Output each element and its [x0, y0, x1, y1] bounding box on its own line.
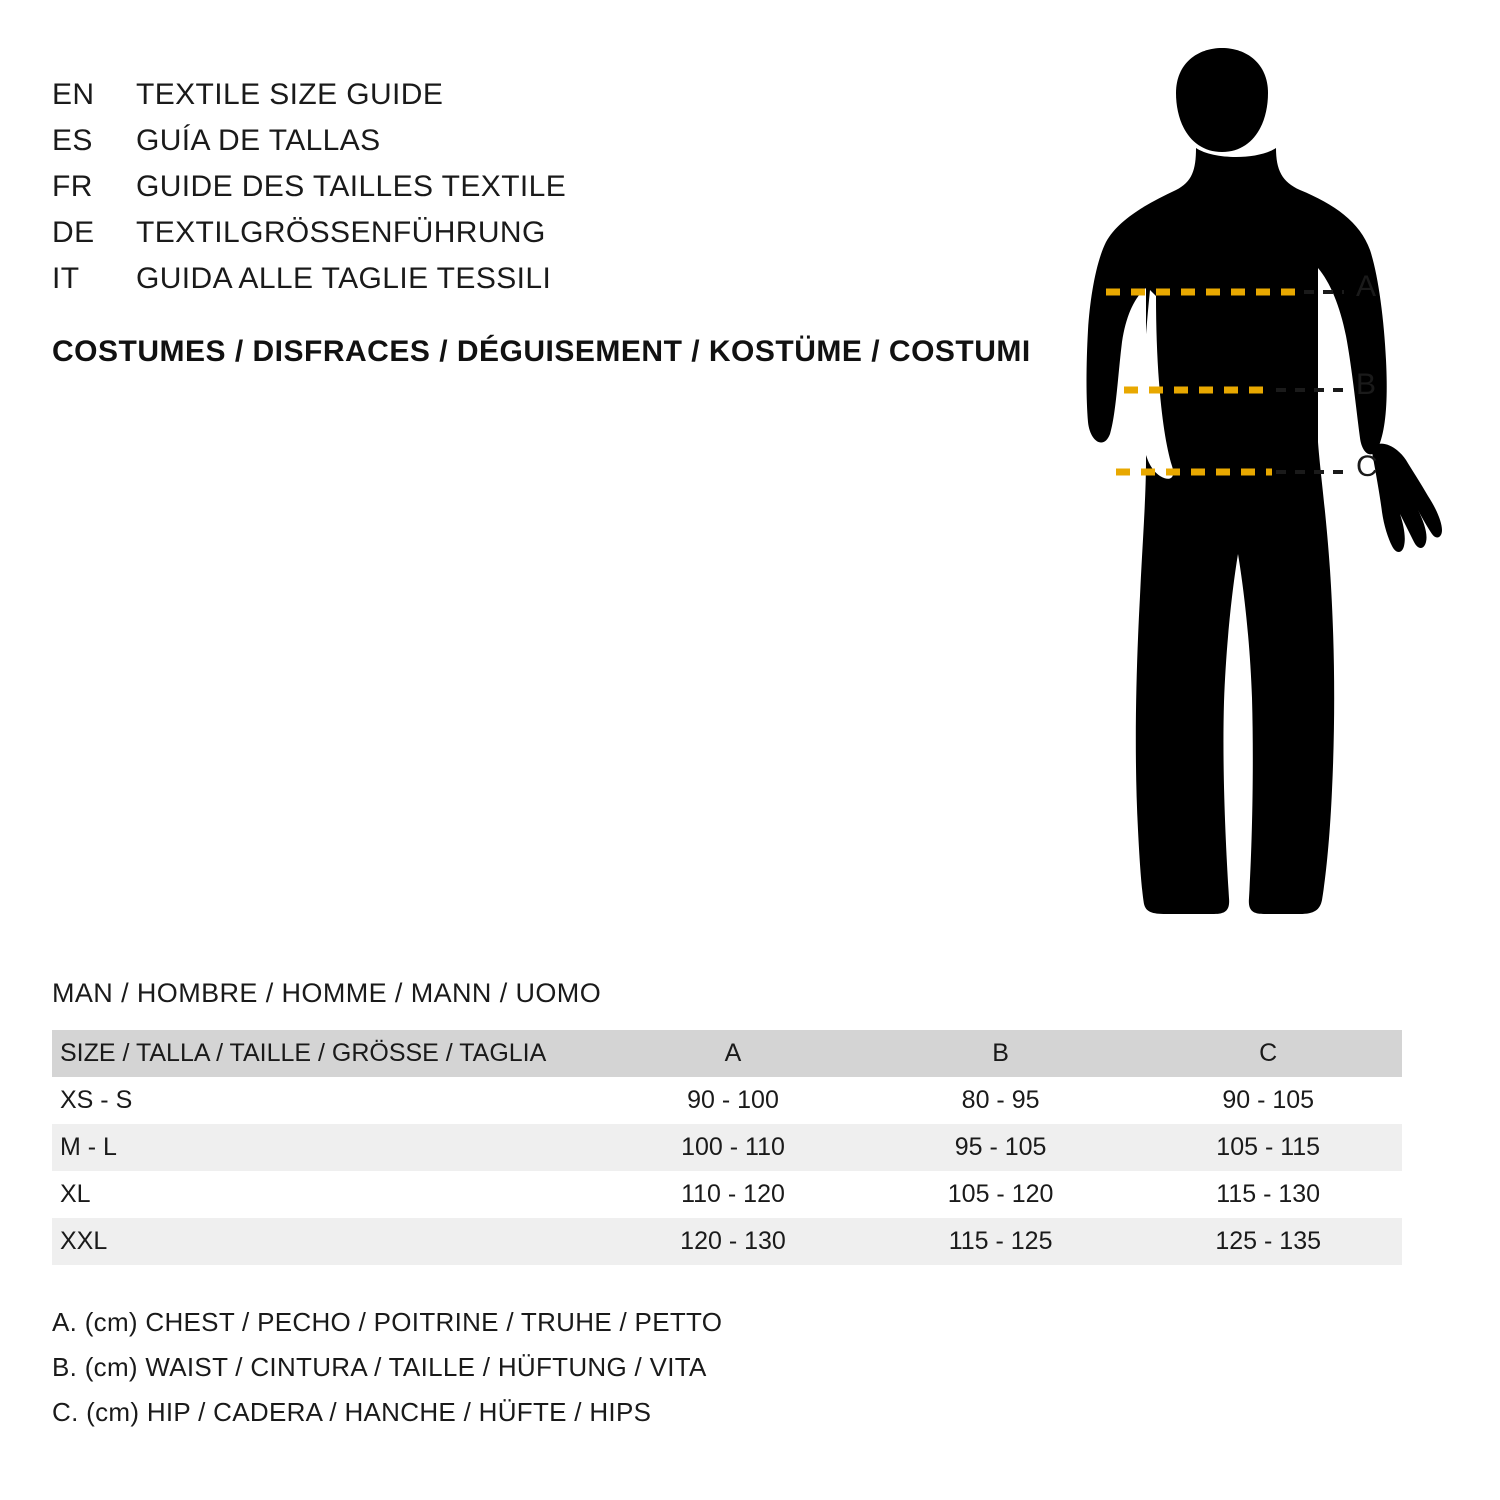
legend-item-chest: A. (cm) CHEST / PECHO / POITRINE / TRUHE / PETTO [52, 1307, 723, 1337]
cell-waist: 80 - 95 [961, 1086, 1040, 1114]
language-title: GUÍA DE TALLAS [136, 124, 381, 157]
cell-size: XXL [60, 1227, 108, 1255]
measurement-legend [52, 1300, 1052, 1435]
column-header-size: SIZE / TALLA / TAILLE / GRÖSSE / TAGLIA [60, 1039, 547, 1067]
cell-waist: 115 - 125 [948, 1227, 1053, 1255]
table-header-row [52, 1030, 1402, 1077]
column-header-b: B [992, 1039, 1009, 1067]
language-title: GUIDE DES TAILLES TEXTILE [136, 170, 567, 203]
measurement-figure [1000, 30, 1460, 940]
legend-item-waist: B. (cm) WAIST / CINTURA / TAILLE / HÜFTUNG / VITA [52, 1352, 707, 1382]
language-title: TEXTILGRÖSSENFÜHRUNG [136, 216, 546, 249]
cell-hip: 125 - 135 [1215, 1227, 1322, 1255]
cell-hip: 90 - 105 [1222, 1086, 1315, 1114]
cell-chest: 90 - 100 [687, 1086, 779, 1114]
cell-waist: 95 - 105 [954, 1133, 1047, 1161]
table-row [52, 1124, 1402, 1171]
language-row [52, 256, 952, 302]
table-row [52, 1218, 1402, 1265]
language-code: EN [52, 78, 95, 111]
size-table [52, 1030, 1402, 1265]
language-title-list [52, 72, 952, 302]
language-code: FR [52, 170, 93, 203]
language-title: TEXTILE SIZE GUIDE [136, 78, 444, 111]
costumes-subtitle: COSTUMES / DISFRACES / DÉGUISEMENT / KOSTÜME / COSTUMI [52, 335, 1031, 368]
language-title: GUIDA ALLE TAGLIE TESSILI [136, 262, 552, 295]
marker-label-c: C [1356, 450, 1378, 483]
cell-size: XS - S [60, 1086, 133, 1114]
cell-chest: 100 - 110 [681, 1133, 785, 1161]
cell-hip: 105 - 115 [1216, 1133, 1321, 1161]
cell-waist: 105 - 120 [947, 1180, 1054, 1208]
column-header-a: A [724, 1039, 742, 1067]
cell-chest: 120 - 130 [680, 1227, 786, 1255]
table-row [52, 1171, 1402, 1218]
legend-item-hip: C. (cm) HIP / CADERA / HANCHE / HÜFTE / HIPS [52, 1397, 652, 1427]
language-code: IT [52, 262, 80, 295]
marker-label-a: A [1356, 270, 1377, 303]
language-row [52, 210, 952, 256]
language-row [52, 164, 952, 210]
language-row [52, 118, 952, 164]
male-silhouette-icon [1000, 30, 1460, 940]
cell-size: M - L [60, 1133, 117, 1161]
cell-hip: 115 - 130 [1216, 1180, 1321, 1208]
cell-size: XL [60, 1180, 91, 1208]
marker-label-b: B [1356, 368, 1377, 401]
cell-chest: 110 - 120 [681, 1180, 785, 1208]
language-code: DE [52, 216, 95, 249]
language-code: ES [52, 124, 93, 157]
table-group-title: MAN / HOMBRE / HOMME / MANN / UOMO [52, 978, 602, 1008]
language-row [52, 72, 952, 118]
table-row [52, 1077, 1402, 1124]
column-header-c: C [1259, 1039, 1278, 1067]
